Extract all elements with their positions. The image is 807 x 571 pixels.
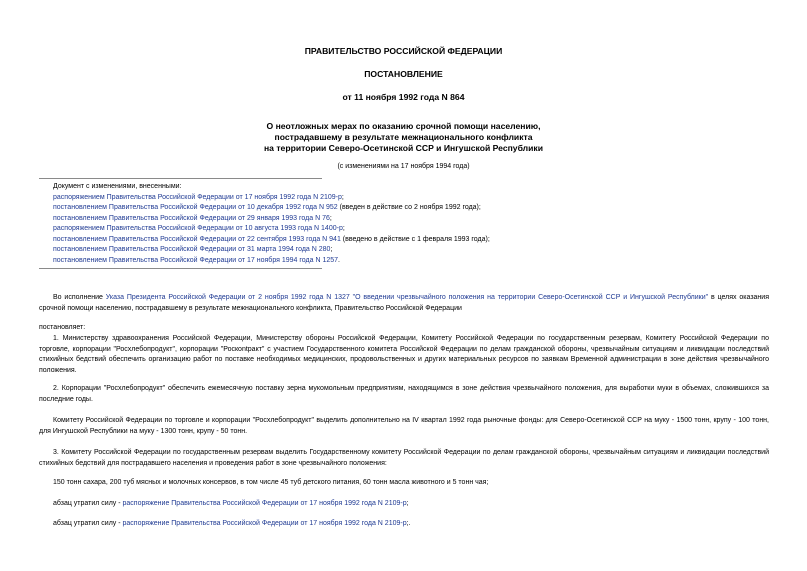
- title-line: на территории Северо-Осетинской ССР и Ингушской Республики: [263, 143, 543, 153]
- title-line: пострадавшему в результате межнационального конфликта: [274, 132, 533, 142]
- document-date-number: от 11 ноября 1992 года N 864: [342, 92, 465, 102]
- presidential-decree-link[interactable]: Указа Президента Российской Федерации от 2 ноября 1992 года N 1327 "О введении чрезвычайного положения на территории Северо-Осетинской ССР и Ингушской Республики": [105, 294, 709, 301]
- paragraph-3: Комитету Российской Федерации по торговле и корпорации "Росхлебопродукт" выделить дополнительно на IV квартал 1992 года рыночные фонды: для Северо-Осетинской ССР на муку - 1500 тонн, крупу - 100 тонн, для Ингушской Республики на муку - 1300 тонн, крупу - 50 тонн.: [39, 417, 769, 435]
- paragraph-5: 150 тонн сахара, 200 туб мясных и молочных консервов, в том числе 45 туб детского питания, 60 тонн масла животного и 5 тонн чая;: [53, 479, 489, 486]
- divider-bottom: [39, 268, 322, 269]
- amendment-item: постановлением Правительства Российской Федерации от 10 декабря 1992 года N 952 (введен в действие со 2 ноября 1992 года);: [53, 204, 481, 211]
- amendment-item: постановлением Правительства Российской Федерации от 29 января 1993 года N 76;: [53, 214, 332, 222]
- amendment-link[interactable]: постановлением Правительства Российской Федерации от 10 декабря 1992 года N 952: [53, 204, 338, 211]
- amendment-link[interactable]: постановлением Правительства Российской Федерации от 17 ноября 1994 года N 1257: [53, 256, 339, 264]
- revision-note: (с изменениями на 17 ноября 1994 года): [337, 163, 470, 170]
- resolves-label: постановляет:: [39, 324, 86, 331]
- lost-force-note-1: абзац утратил силу - распоряжение Правительства Российской Федерации от 17 ноября 1992 года N 2109-р;: [53, 500, 409, 507]
- government-heading: ПРАВИТЕЛЬСТВО РОССИЙСКОЙ ФЕДЕРАЦИИ: [304, 46, 503, 56]
- amendment-item: постановлением Правительства Российской Федерации от 22 сентября 1993 года N 941 (введено в действие с 1 февраля 1993 года);: [53, 235, 490, 243]
- amendment-item: постановлением Правительства Российской Федерации от 17 ноября 1994 года N 1257.: [53, 256, 340, 264]
- amendment-link[interactable]: распоряжением Правительства Российской Федерации от 10 августа 1993 года N 1400-р: [53, 225, 343, 232]
- amendment-link[interactable]: постановлением Правительства Российской Федерации от 22 сентября 1993 года N 941: [53, 235, 341, 243]
- amendment-link[interactable]: постановлением Правительства Российской Федерации от 31 марта 1994 года N 280: [53, 246, 331, 253]
- paragraph-2: 2. Корпорации "Росхлебопродукт" обеспечить ежемесячную поставку зерна мукомольным предприятиям, находящимся в зоне действия чрезвычайного положения, для выработки муки в объемах, сложившихся за последние годы.: [39, 385, 769, 403]
- amendment-link[interactable]: постановлением Правительства Российской Федерации от 29 января 1993 года N 76: [53, 214, 330, 222]
- amendments-block: [53, 182, 793, 266]
- paragraph-4: 3. Комитету Российской Федерации по государственным резервам выделить Государственному комитету Российской Федерации по делам гражданской обороны, чрезвычайным ситуациям и ликвидации последствий стихийных бедствий для пострадавшего населения и проведения работ в зоне чрезвычайного положения:: [39, 449, 769, 467]
- preamble-paragraph: Во исполнение Указа Президента Российской Федерации от 2 ноября 1992 года N 1327 "О введении чрезвычайного положения на территории Северо-Осетинской ССР и Ингушской Республики" в целях оказания срочной помощи населению, пострадавшему в результате межнационального конфликта, Правительство Российской Федерации: [39, 294, 770, 312]
- title-line: О неотложных мерах по оказанию срочной помощи населению,: [266, 121, 541, 131]
- amendments-intro: Документ с изменениями, внесенными:: [53, 183, 182, 190]
- order-2109-link[interactable]: распоряжение Правительства Российской Федерации от 17 ноября 1992 года N 2109-р: [122, 520, 407, 527]
- divider-top: [39, 178, 322, 179]
- lost-force-note-2: абзац утратил силу - распоряжение Правительства Российской Федерации от 17 ноября 1992 года N 2109-р;.: [53, 520, 411, 527]
- document-title: [0, 121, 807, 154]
- amendment-item: распоряжением Правительства Российской Федерации от 10 августа 1993 года N 1400-р;: [53, 225, 345, 232]
- paragraph-1: 1. Министерству здравоохранения Российской Федерации, Министерству обороны Российской Федерации, Комитету Российской Федерации по государственным резервам, Комитету Российской Федерации по торговле, корпорации "Росхлебопродукт", корпорации "Роскontракт" с участием Государственного комитета Российской Федерации по делам гражданской обороны, чрезвычайным ситуациям и ликвидации последствий стихийных бедствий обеспечить организацию работ по поставке необходимых медицинских, продовольственных и других материальных ресурсов по заявкам Временной администрации в зоне действия чрезвычайного положения.: [39, 335, 769, 374]
- order-2109-link[interactable]: распоряжение Правительства Российской Федерации от 17 ноября 1992 года N 2109-р: [122, 500, 407, 507]
- amendment-item: распоряжением Правительства Российской Федерации от 17 ноября 1992 года N 2109-р;: [53, 193, 344, 201]
- amendment-link[interactable]: распоряжением Правительства Российской Федерации от 17 ноября 1992 года N 2109-р: [53, 193, 342, 201]
- document-type: ПОСТАНОВЛЕНИЕ: [364, 69, 443, 79]
- amendment-item: постановлением Правительства Российской Федерации от 31 марта 1994 года N 280;: [53, 246, 333, 253]
